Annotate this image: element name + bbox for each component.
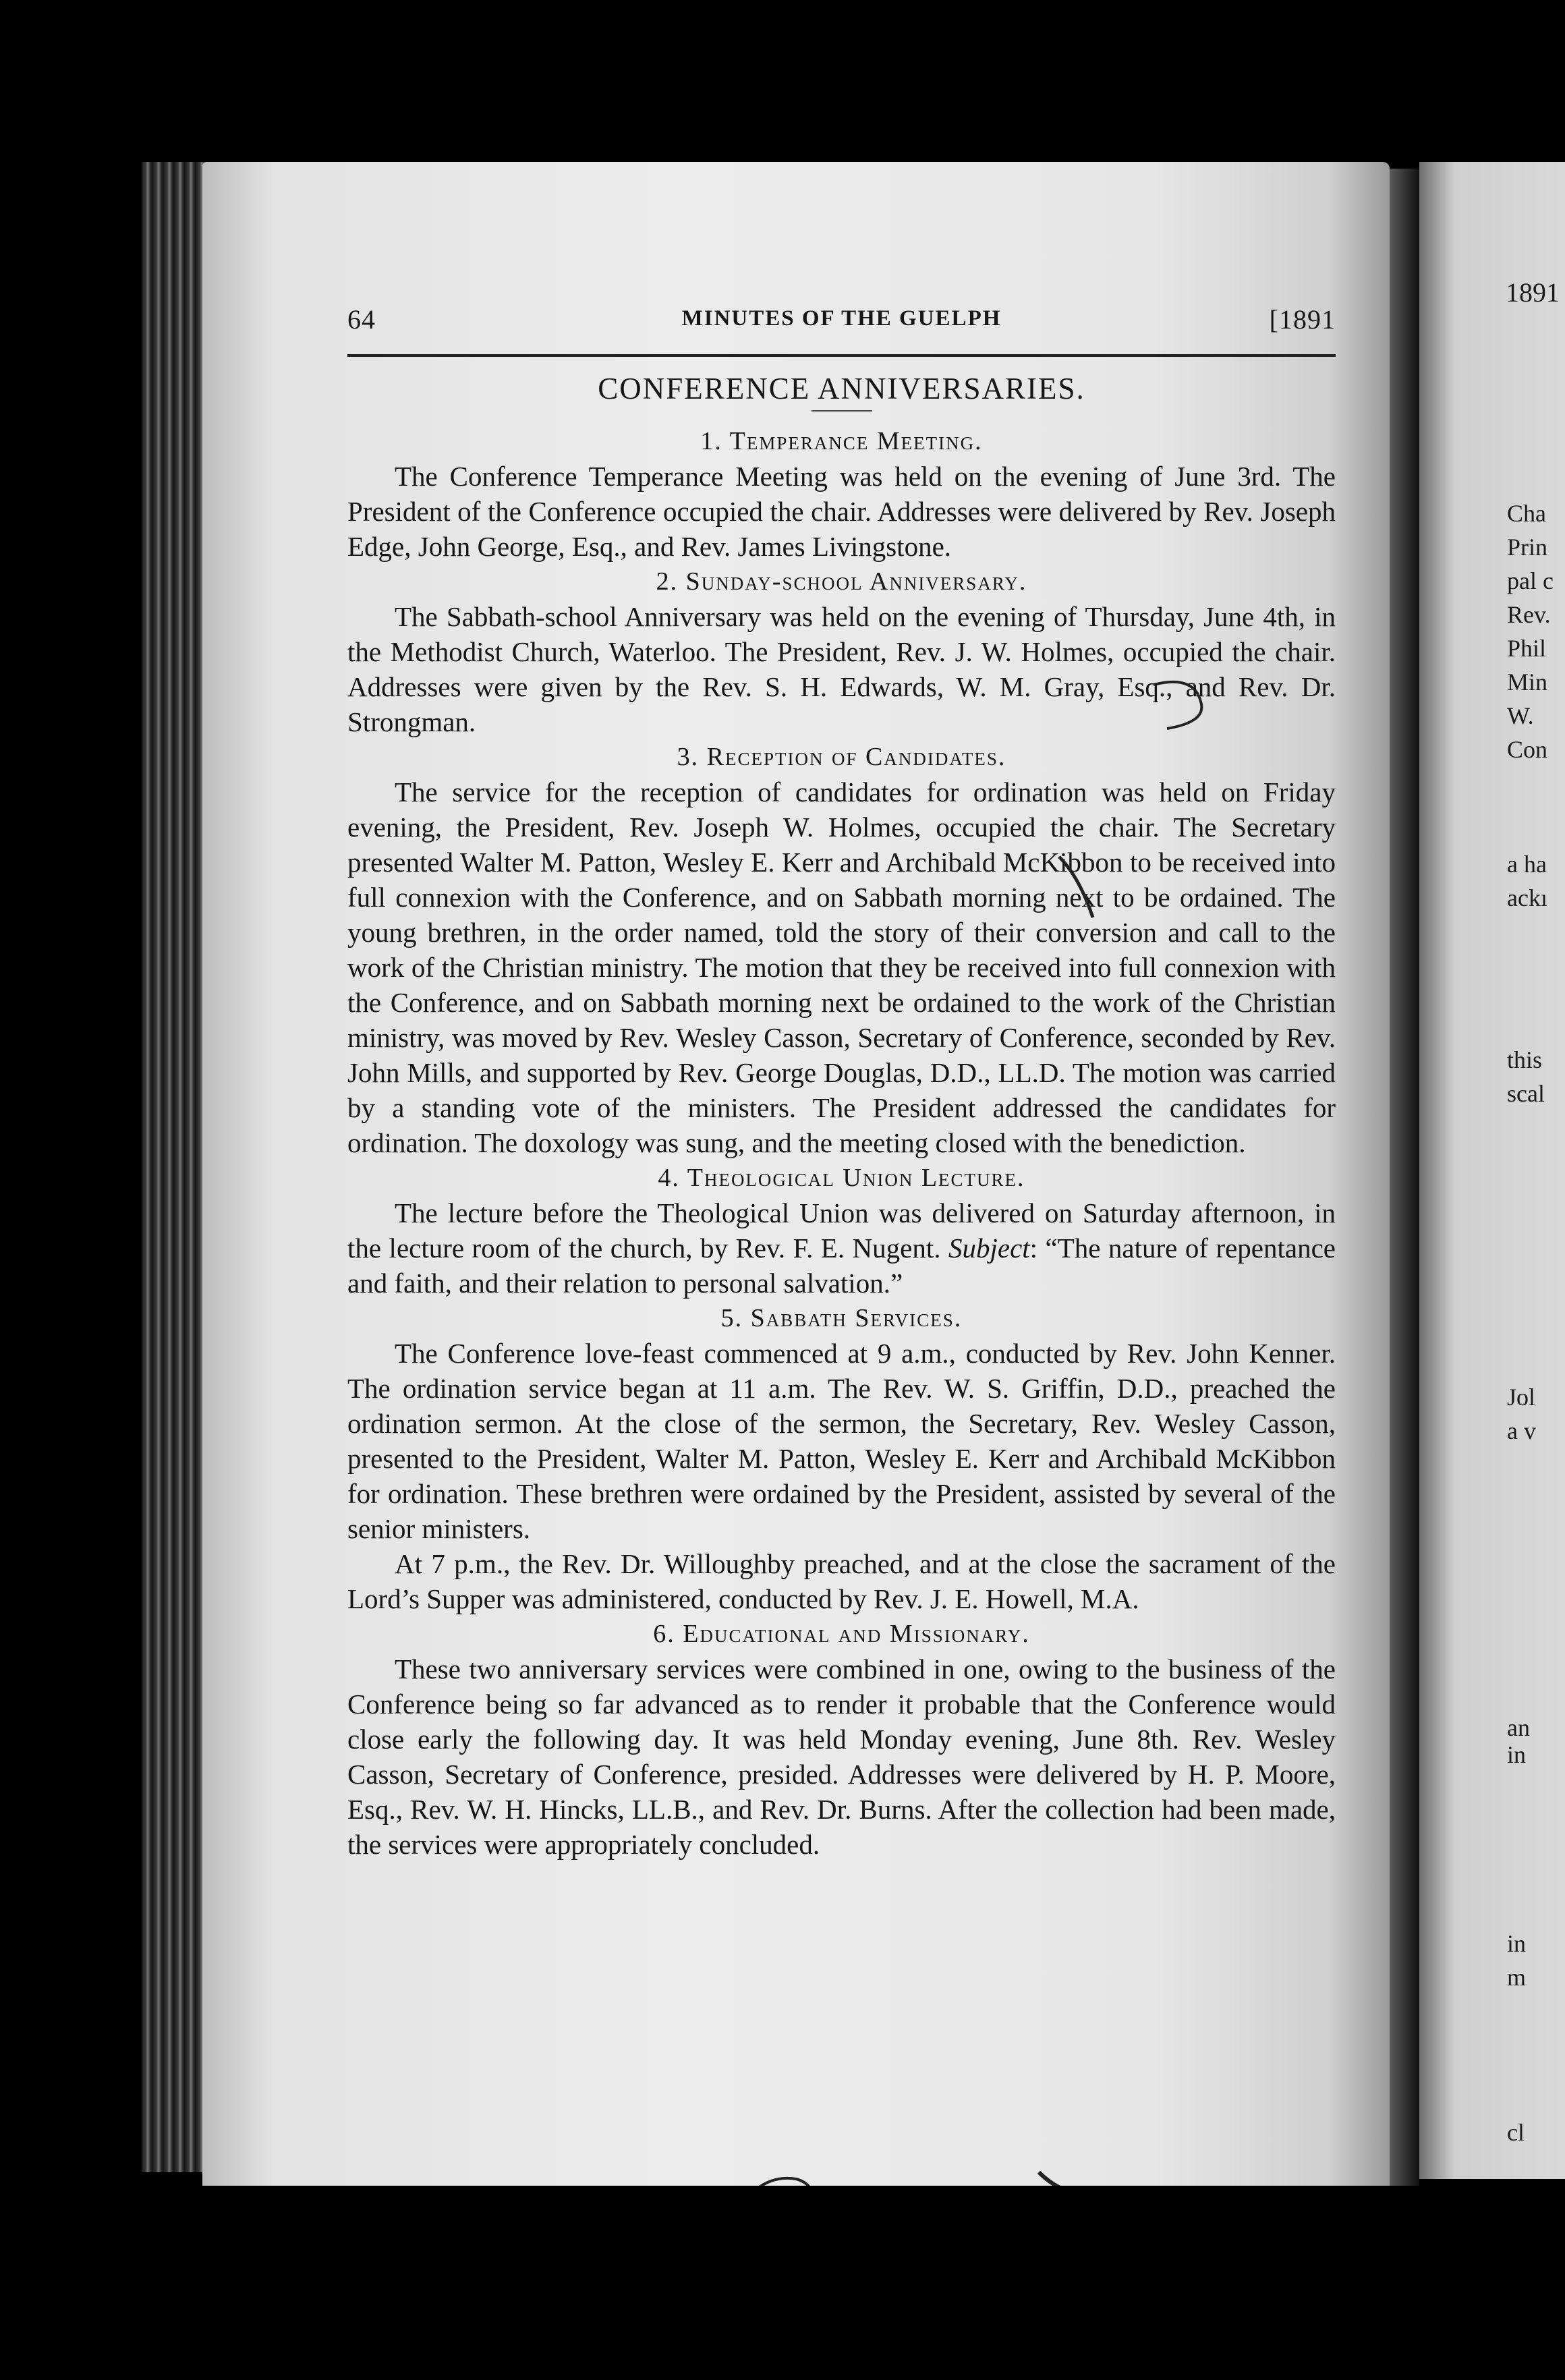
running-header — [347, 304, 1336, 344]
facing-page-fragment: Prin — [1507, 534, 1548, 561]
section-heading: 4. Theological Union Lecture. — [658, 1164, 1025, 1192]
section-paragraph: At 7 p.m., the Rev. Dr. Willoughby preached, and at the close the sacrament of the Lord’s Supper was administered, conducted by Rev. J. E. Howell, M.A. — [347, 1548, 1336, 1614]
facing-page-edge — [1419, 162, 1565, 2179]
running-title: MINUTES OF THE GUELPH — [681, 306, 1002, 331]
facing-page-fragment: a ha — [1507, 851, 1547, 878]
subject-label: Subject — [948, 1232, 1030, 1264]
facing-page-fragment: Cha — [1507, 500, 1546, 527]
facing-page-fragment: Phil — [1507, 635, 1547, 662]
section-heading: 1. Temperance Meeting. — [700, 427, 983, 455]
section-paragraph: The Conference Temperance Meeting was held on the evening of June 3rd. The President of the Conference occupied the chair. Addresses were delivered by Rev. Joseph Edge, John George, Esq., and Rev. James Livingstone. — [347, 461, 1336, 562]
section-paragraph: The Sabbath-school Anniversary was held on the evening of Thursday, June 4th, in the Methodist Church, Waterloo. The President, Rev. J. W. Holmes, occupied the chair. Addresses were given by the Rev. S. H. Edwards, W. M. Gray, Esq., and Rev. Dr. Strongman. — [347, 601, 1336, 737]
page-gutter — [1390, 169, 1419, 2186]
section-heading: 2. Sunday-school Anniversary. — [656, 567, 1027, 596]
facing-page-fragment: m — [1507, 1964, 1527, 1991]
page-body — [347, 364, 1336, 1862]
section-heading: 6. Educational and Missionary. — [653, 1620, 1030, 1648]
section-heading: 3. Reception of Candidates. — [677, 743, 1006, 771]
header-rule — [347, 354, 1336, 357]
facing-page-fragment: in — [1507, 1741, 1527, 1768]
facing-page-fragment: ackı — [1507, 884, 1547, 911]
subject-text: : “The nature of repentance and faith, and their relation to personal salvation.” — [347, 1232, 1336, 1299]
pencil-mark — [729, 2178, 814, 2186]
facing-page-fragment: pal c — [1507, 567, 1554, 594]
page-title: CONFERENCE ANNIVERSARIES. — [598, 372, 1085, 405]
pencil-mark — [1039, 2172, 1100, 2186]
facing-page-fragment: Jol — [1507, 1384, 1536, 1411]
section-heading: 5. Sabbath Services. — [720, 1304, 963, 1332]
facing-page-fragment: Con — [1507, 736, 1548, 763]
page-number: 64 — [347, 304, 376, 335]
section-paragraph — [347, 1195, 1336, 1301]
facing-page-fragment: Min — [1507, 669, 1548, 696]
facing-page-fragment: Rev. — [1507, 601, 1551, 628]
book-spine-edges — [142, 162, 209, 2172]
facing-page-fragment: scal — [1507, 1080, 1545, 1107]
lecture-paragraph-text: The lecture before the Theological Union was delivered on Saturday afternoon, in the lecture room of the church, by Rev. F. E. Nugent. — [347, 1197, 1336, 1264]
section-paragraph: The Conference love-feast commenced at 9 a.m., conducted by Rev. John Kenner. The ordination service began at 11 a.m. The Rev. W. S. Griffin, D.D., preached the ordination sermon. At the close of the sermon, the Secretary, Rev. Wesley Casson, presented to the President, Walter M. Patton, Wesley E. Kerr and Archibald McKibbon for ordination. These brethren were ordained by the President, assisted by several of the senior ministers. — [347, 1338, 1336, 1544]
facing-page-fragment: an — [1507, 1714, 1530, 1741]
book-page — [202, 162, 1390, 2186]
facing-page-fragment: in — [1507, 1930, 1527, 1957]
header-year: [1891 — [1269, 304, 1336, 335]
section-paragraph: The service for the reception of candidates for ordination was held on Friday evening, the President, Rev. Joseph W. Holmes, occupied the chair. The Secretary presented Walter M. Patton, Wesley E. Kerr and Archibald McKibbon to be received into full connexion with the Conference, and on Sabbath morning next to be ordained. The young brethren, in the order named, told the story of their conversion and call to the work of the Christian ministry. The motion that they be received into full connexion with the Conference, and on Sabbath morning next be ordained to the work of the Christian ministry, was moved by Rev. Wesley Casson, Secretary of Conference, seconded by Rev. John Mills, and supported by Rev. George Douglas, D.D., LL.D. The motion was carried by a standing vote of the ministers. The President addressed the candidates for ordination. The doxology was sung, and the meeting closed with the benediction. — [347, 776, 1336, 1158]
facing-page-fragment: cl — [1507, 2119, 1525, 2146]
facing-page-fragment: W. — [1507, 702, 1534, 729]
facing-page-fragment: a v — [1507, 1417, 1536, 1444]
section-paragraph: These two anniversary services were combined in one, owing to the business of the Conference being so far advanced as to render it probable that the Conference would close early the following day. It was held Monday evening, June 8th. Rev. Wesley Casson, Secretary of Conference, presided. Addresses were delivered by H. P. Moore, Esq., Rev. W. H. Hincks, LL.B., and Rev. Dr. Burns. After the collection had been made, the services were appropriately concluded. — [347, 1653, 1336, 1860]
facing-page-fragment: this — [1507, 1046, 1543, 1073]
facing-page-fragment: 1891 — [1506, 277, 1560, 308]
title-rule — [812, 410, 872, 412]
